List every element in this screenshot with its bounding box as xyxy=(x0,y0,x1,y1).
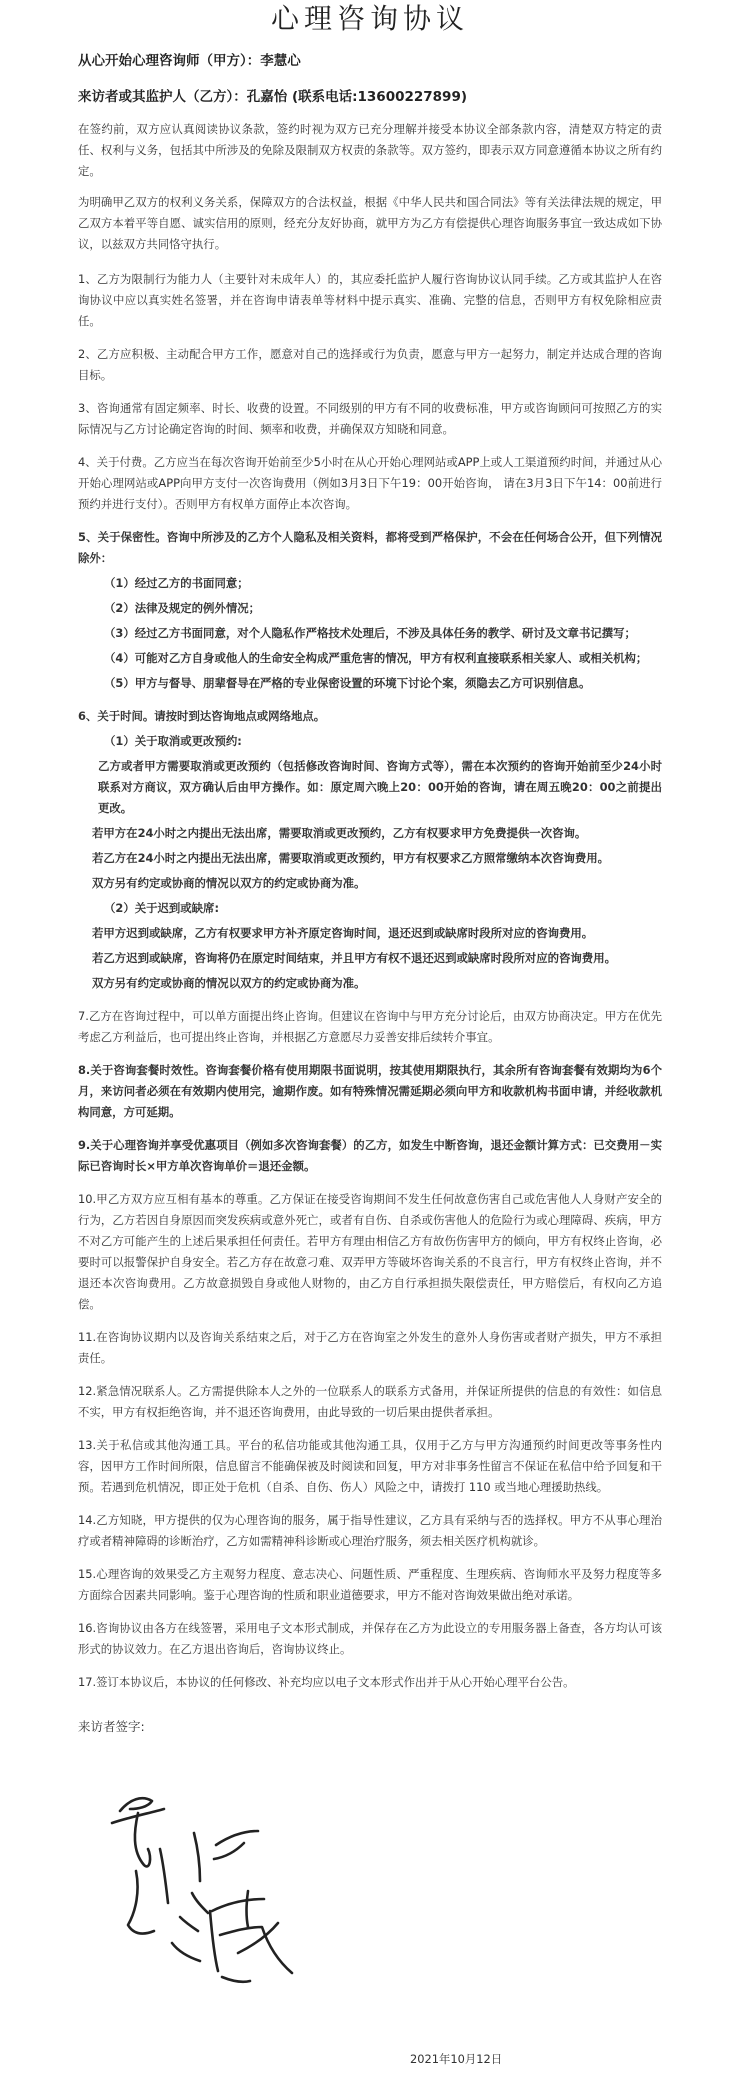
clause-6-sub2-line: 若甲方迟到或缺席，乙方有权要求甲方补齐原定咨询时间，退还迟到或缺席时段所对应的咨询费用。 xyxy=(92,926,594,940)
clause-10: 10.甲乙方双方应互相有基本的尊重。乙方保证在接受咨询期间不发生任何故意伤害自己或危害他人人身财产安全的行为，乙方若因自身原因而突发疾病或意外死亡，或者有自伤、自杀或伤害他人的危险行为或心理障碍、疾病，甲方不对乙方可能产生的上述后果承担任何责任。若甲方有理由相信乙方有故伤伤害甲方的倾向，甲方有权终止咨询，必要时可以报警保护自身安全。若乙方存在故意刁难、双弄甲方等破坏咨询关系的不良言行，甲方有权终止咨询，并不退还本次咨询费用。乙方故意损毁自身或他人财物的，由乙方自行承担损失限偿责任，甲方赔偿后，有权向乙方追偿。 xyxy=(78,1192,662,1311)
clause-17: 17.签订本协议后，本协议的任何修改、补充均应以电子文本形式作出并于从心开始心理平台公告。 xyxy=(78,1675,575,1689)
handwritten-signature xyxy=(108,1785,338,1985)
clause-5-item: （2）法律及规定的例外情况； xyxy=(104,601,261,615)
intro-paragraph-1: 在签约前，双方应认真阅读协议条款，签约时视为双方已充分理解并接受本协议全部条款内容，清楚双方特定的责任、权利与义务，包括其中所涉及的免除及限制双方权责的条款等。双方签约，即表示双方同意遵循本协议之所有约定。 xyxy=(78,122,662,178)
clause-6-sub1-line: 乙方或者甲方需要取消或更改预约（包括修改咨询时间、咨询方式等），需在本次预约的咨询开始前至少24小时联系对方商议，双方确认后由甲方操作。如：原定周六晚上20：00开始的咨询，请在周五晚20：00之前提出更改。 xyxy=(98,759,662,815)
clause-6-intro: 6、关于时间。请按时到达咨询地点或网络地点。 xyxy=(78,709,326,723)
clause-5-item: （5）甲方与督导、朋辈督导在严格的专业保密设置的环境下讨论个案，须隐去乙方可识别信息。 xyxy=(104,676,591,690)
clause-1: 1、乙方为限制行为能力人（主要针对未成年人）的，其应委托监护人履行咨询协议认同手续。乙方或其监护人在咨询协议中应以真实姓名签署，并在咨询申请表单等材料中提示真实、准确、完整的信息，否则甲方有权免除相应责任。 xyxy=(78,272,662,328)
clause-4: 4、关于付费。乙方应当在每次咨询开始前至少5小时在从心开始心理网站或APP上或人工渠道预约时间，并通过从心开始心理网站或APP向甲方支付一次咨询费用（例如3月3日下午19：00开始咨询， 请在3月3日下午14：00前进行预约并进行支付）。否则甲方有权单方面停止本次咨询。 xyxy=(78,455,662,511)
clause-5-item: （4）可能对乙方自身或他人的生命安全构成严重危害的情况，甲方有权利直接联系相关家人、或相关机构； xyxy=(104,651,648,665)
clause-11: 11.在咨询协议期内以及咨询关系结束之后，对于乙方在咨询室之外发生的意外人身伤害或者财产损失，甲方不承担责任。 xyxy=(78,1330,662,1365)
document-title: 心理咨询协议 xyxy=(270,2,469,35)
party-b: 来访者或其监护人（乙方）：孔嘉怡 (联系电话:13600227899) xyxy=(78,89,468,105)
clause-7: 7.乙方在咨询过程中，可以单方面提出终止咨询。但建议在咨询中与甲方充分讨论后，由双方协商决定。甲方在优先考虑乙方利益后，也可提出终止咨询，并根据乙方意愿尽力妥善安排后续转介事宜。 xyxy=(78,1009,662,1044)
clause-5-item: （1）经过乙方的书面同意； xyxy=(104,576,249,590)
clause-2: 2、乙方应积极、主动配合甲方工作，愿意对自己的选择或行为负责，愿意与甲方一起努力，制定并达成合理的咨询目标。 xyxy=(78,347,662,382)
clause-6-sub1-line: 双方另有约定或协商的情况以双方的约定或协商为准。 xyxy=(92,876,366,890)
clause-6-sub2-line: 若乙方迟到或缺席，咨询将仍在原定时间结束，并且甲方有权不退还迟到或缺席时段所对应的咨询费用。 xyxy=(92,951,616,965)
clause-6-sub1-line: 若乙方在24小时之内提出无法出席，需要取消或更改预约，甲方有权要求乙方照常缴纳本次咨询费用。 xyxy=(92,851,610,865)
signature-date: 2021年10月12日 xyxy=(410,2052,503,2066)
clause-14: 14.乙方知晓，甲方提供的仅为心理咨询的服务，属于指导性建议，乙方具有采纳与否的选择权。甲方不从事心理治疗或者精神障碍的诊断治疗，乙方如需精神科诊断或心理治疗服务，须去相关医疗机构就诊。 xyxy=(78,1513,662,1548)
clause-6-sub1-title: （1）关于取消或更改预约: xyxy=(104,734,242,748)
clause-5-item: （3）经过乙方书面同意，对个人隐私作严格技术处理后，不涉及具体任务的教学、研讨及文章书记撰写； xyxy=(104,626,636,640)
clause-3: 3、咨询通常有固定频率、时长、收费的设置。不同级别的甲方有不同的收费标准，甲方或咨询顾问可按照乙方的实际情况与乙方讨论确定咨询的时间、频率和收费，并确保双方知晓和同意。 xyxy=(78,401,662,436)
clause-16: 16.咨询协议由各方在线签署，采用电子文本形式制成，并保存在乙方为此设立的专用服务器上备查，各方均认可该形式的协议效力。在乙方退出咨询后，咨询协议终止。 xyxy=(78,1621,662,1656)
clause-8: 8.关于咨询套餐时效性。咨询套餐价格有使用期限书面说明，按其使用期限执行，其余所有咨询套餐有效期均为6个月，来访问者必须在有效期内使用完，逾期作废。如有特殊情况需延期必须向甲方和收款机构书面申请，并经收款机构同意，方可延期。 xyxy=(78,1063,662,1119)
clause-13: 13.关于私信或其他沟通工具。平台的私信功能或其他沟通工具，仅用于乙方与甲方沟通预约时间更改等事务性内容，因甲方工作时间所限，信息留言不能确保被及时阅读和回复，甲方对非事务性留言不保证在私信中给予回复和干预。若遇到危机情况，即正处于危机（自杀、自伤、伤人）风险之中，请拨打 110 或当地心理援助热线。 xyxy=(78,1438,662,1494)
clause-12: 12.紧急情况联系人。乙方需提供除本人之外的一位联系人的联系方式备用，并保证所提供的信息的有效性：如信息不实，甲方有权拒绝咨询，并不退还咨询费用，由此导致的一切后果由提供者承担。 xyxy=(78,1384,662,1419)
clause-15: 15.心理咨询的效果受乙方主观努力程度、意志决心、问题性质、严重程度、生理疾病、咨询师水平及努力程度等多方面综合因素共同影响。鉴于心理咨询的性质和职业道德要求，甲方不能对咨询效果做出绝对承诺。 xyxy=(78,1567,662,1602)
clause-6-sub1-line: 若甲方在24小时之内提出无法出席，需要取消或更改预约，乙方有权要求甲方免费提供一次咨询。 xyxy=(92,826,587,840)
clause-6-sub2-title: （2）关于迟到或缺席: xyxy=(104,901,219,915)
clause-9: 9.关于心理咨询并享受优惠项目（例如多次咨询套餐）的乙方，如发生中断咨询，退还金额计算方式：已交费用－实际已咨询时长×甲方单次咨询单价＝退还金额。 xyxy=(78,1138,662,1173)
clause-5-intro: 5、关于保密性。咨询中所涉及的乙方个人隐私及相关资料，都将受到严格保护，不会在任何场合公开，但下列情况除外： xyxy=(78,530,662,565)
party-a: 从心开始心理咨询师（甲方）：李慧心 xyxy=(78,53,301,69)
signature-label: 来访者签字: xyxy=(78,1719,145,1734)
intro-paragraph-2: 为明确甲乙双方的权利义务关系，保障双方的合法权益，根据《中华人民共和国合同法》等有关法律法规的规定，甲乙双方本着平等自愿、诚实信用的原则，经充分友好协商，就甲方为乙方有偿提供心理咨询服务事宜一致达成如下协议，以兹双方共同恪守执行。 xyxy=(78,195,662,251)
clause-6-sub2-line: 双方另有约定或协商的情况以双方的约定或协商为准。 xyxy=(92,976,366,990)
